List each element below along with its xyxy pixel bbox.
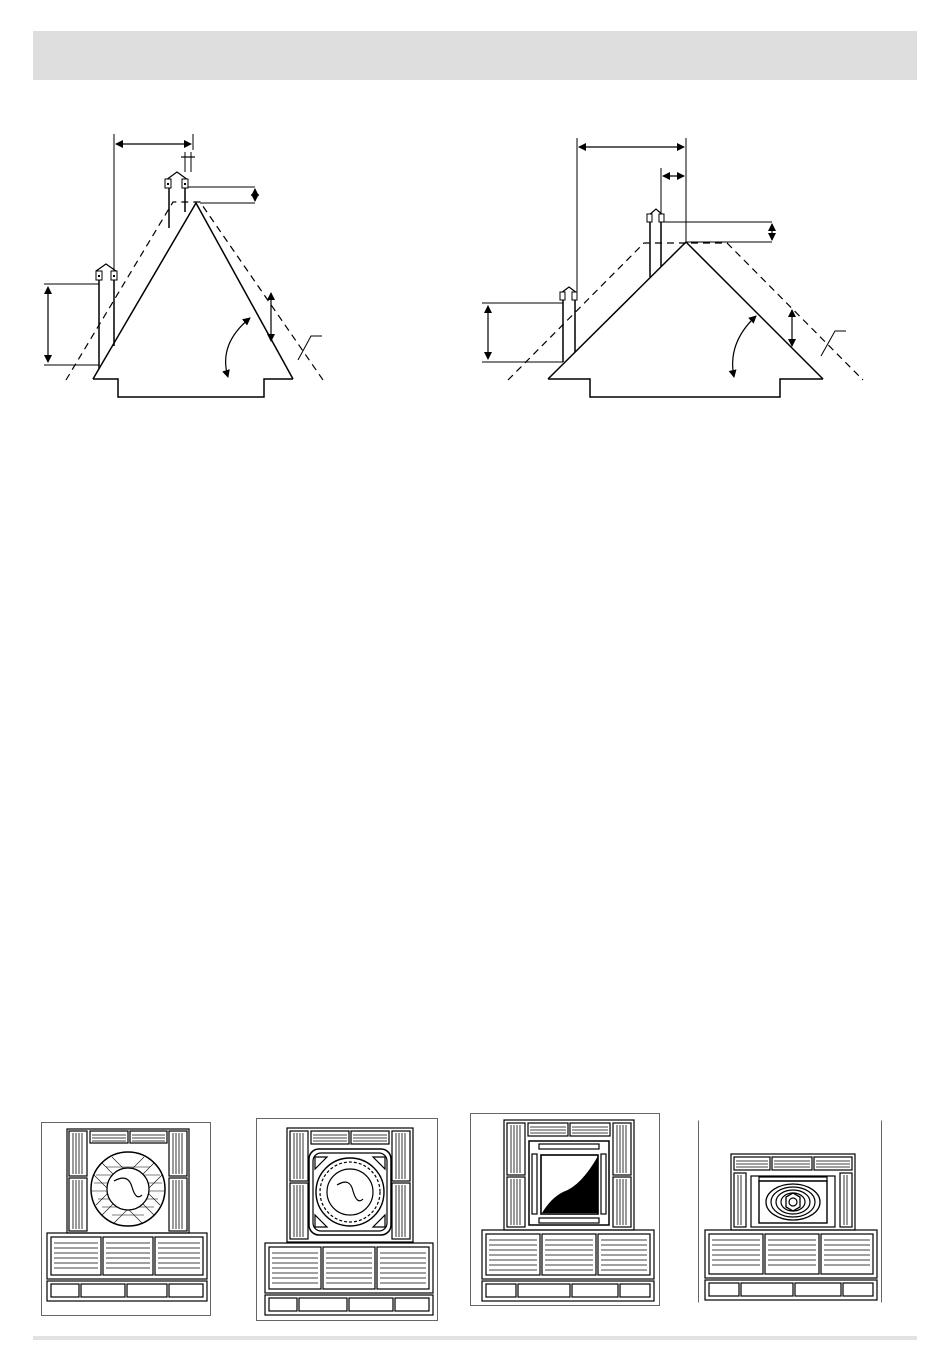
roof-outline xyxy=(548,242,823,379)
square-door-icon xyxy=(471,1114,661,1307)
fireplace-style-square-glass xyxy=(470,1113,660,1306)
house-base xyxy=(548,379,823,397)
fireplace-style-low-oval xyxy=(698,1120,882,1303)
round-grate-icon xyxy=(42,1123,212,1317)
footer-rule xyxy=(33,1336,917,1340)
chimney-diagram-shallow-roof xyxy=(0,0,950,420)
clearance-envelope xyxy=(508,243,863,380)
fireplace-style-round-grille xyxy=(41,1122,211,1316)
ornate-round-grate-icon xyxy=(257,1119,439,1322)
oval-grate-icon xyxy=(699,1121,883,1304)
fireplace-style-round-ornate xyxy=(256,1118,438,1321)
